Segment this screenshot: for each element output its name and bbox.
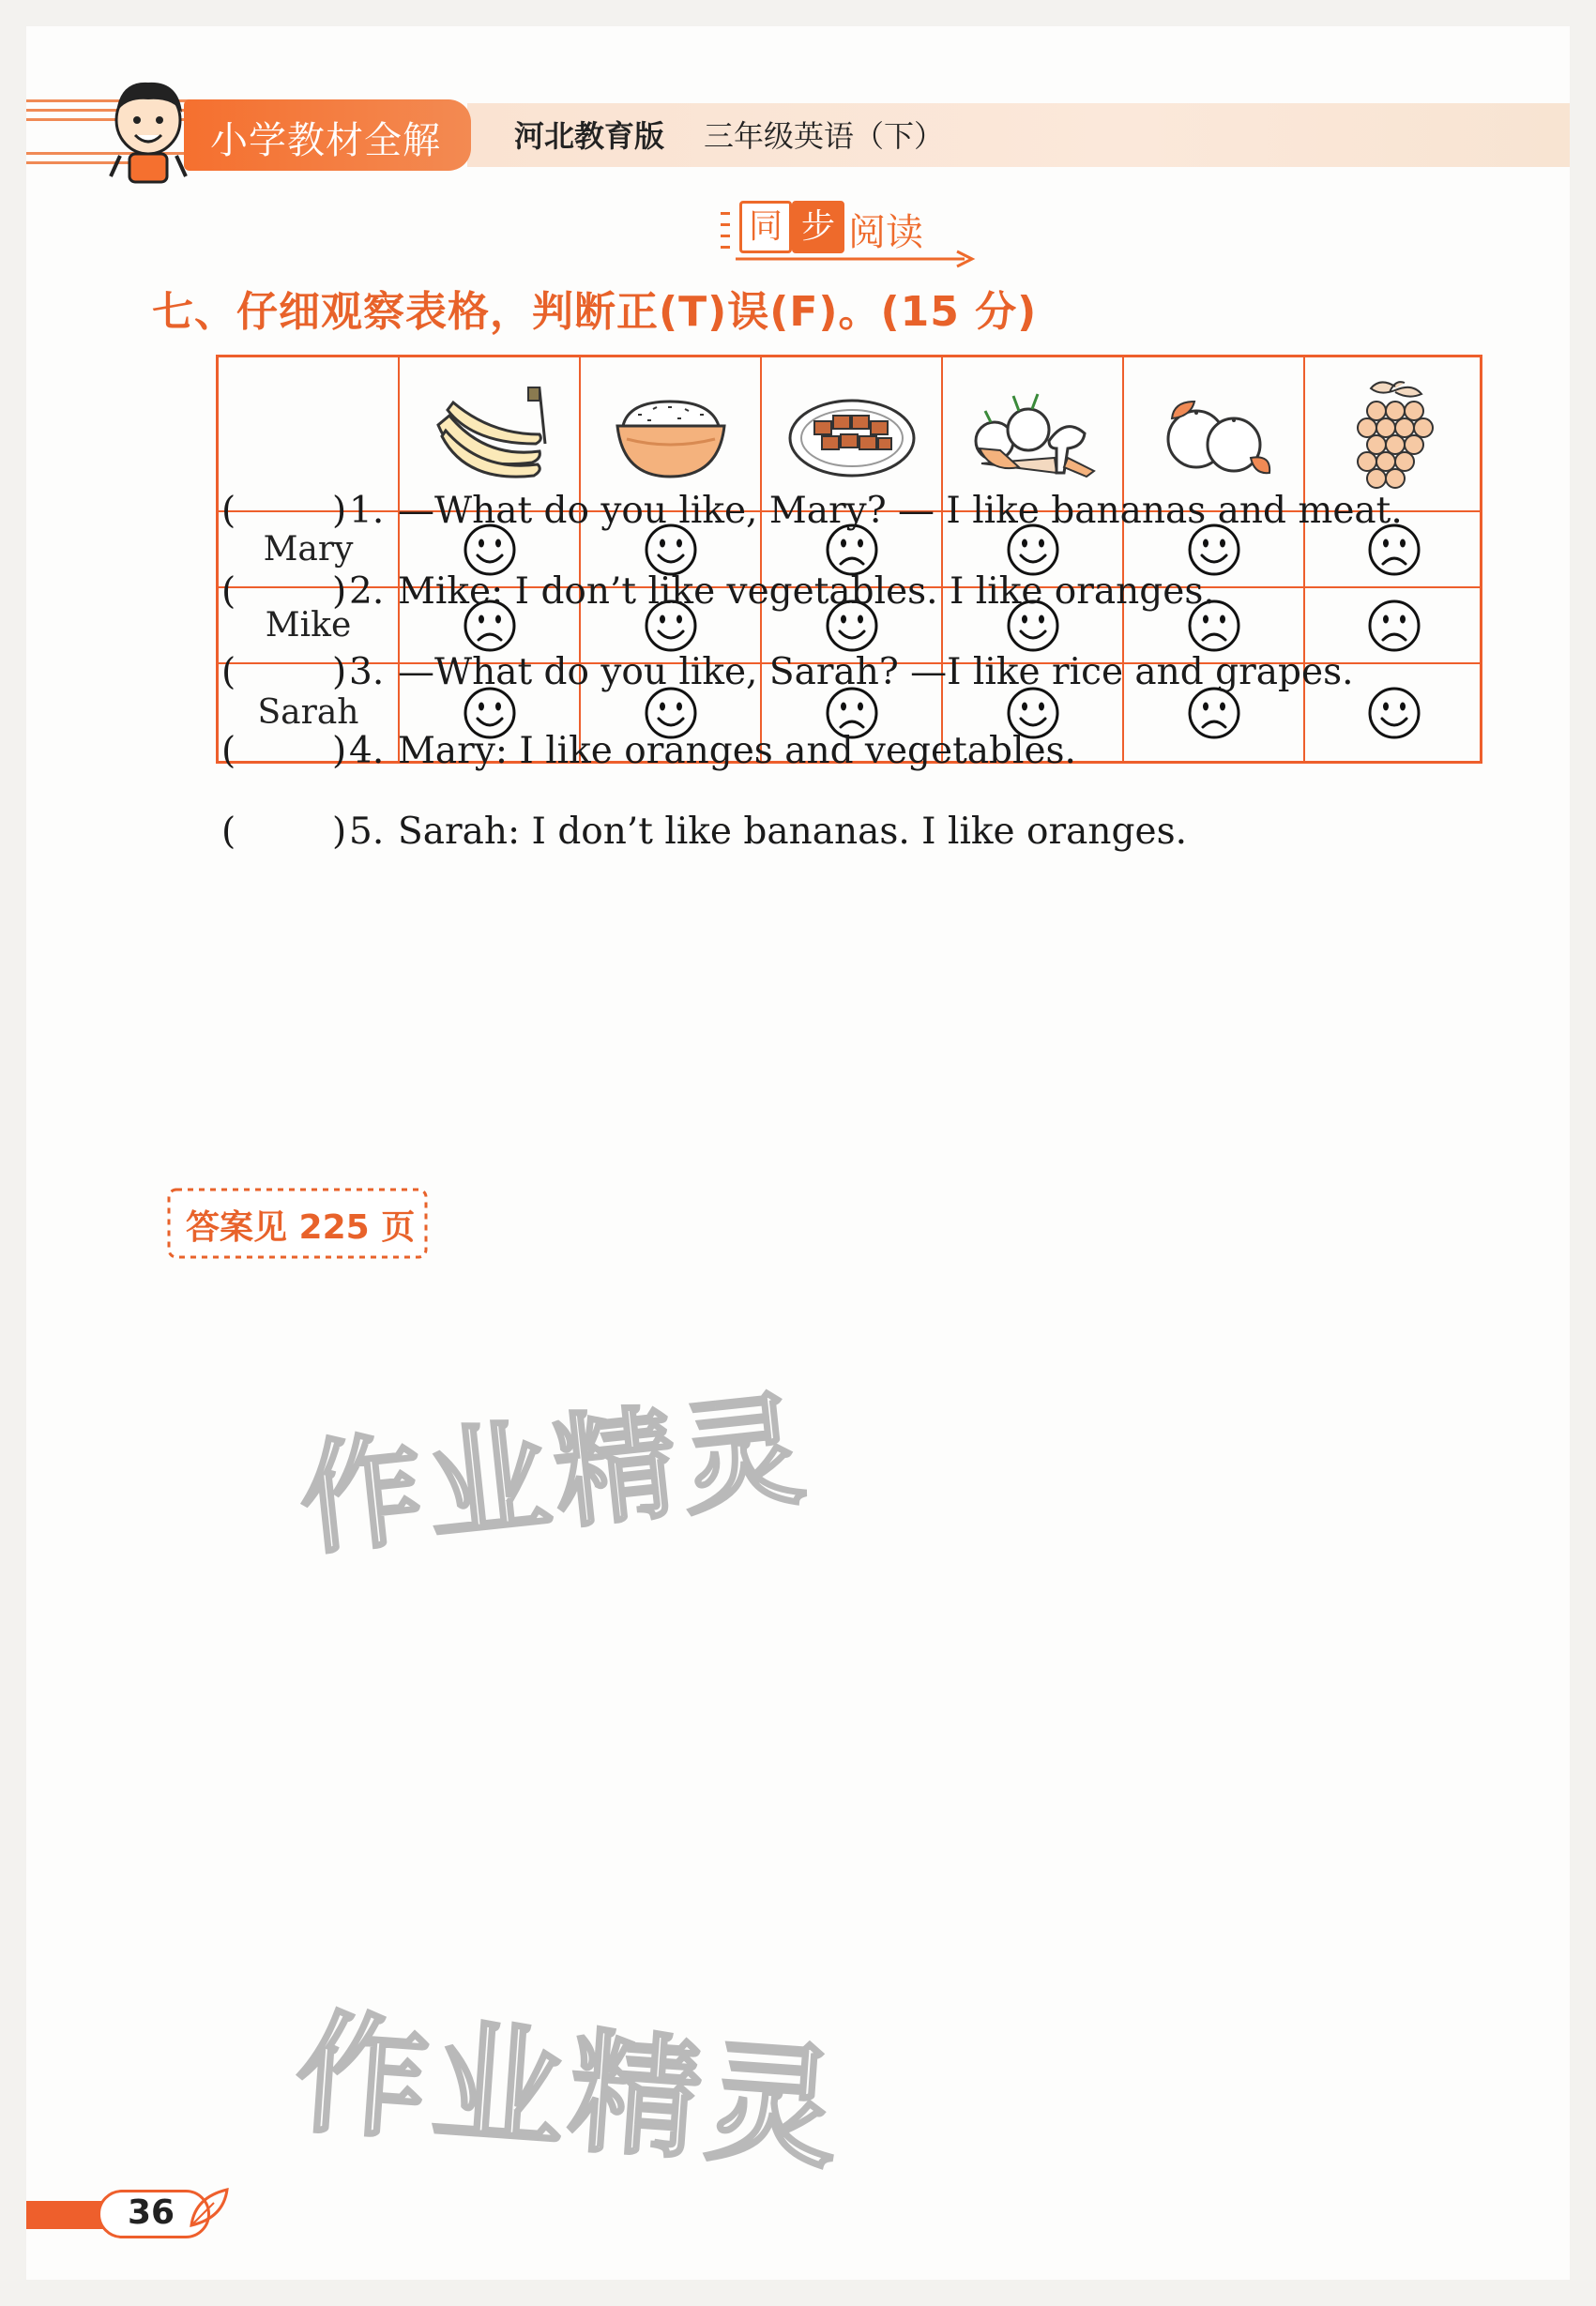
answer-blank-close: ): [332, 651, 347, 693]
answer-blank-open[interactable]: (: [221, 730, 236, 772]
watermark: 作业精灵: [291, 1996, 849, 2189]
answer-blank-open[interactable]: (: [221, 651, 236, 693]
mascot-boy-icon: [83, 64, 214, 186]
student-name: Sarah: [257, 693, 359, 732]
student-name: Mary: [263, 530, 354, 569]
leaf-icon: [186, 2184, 233, 2231]
grade-subject: 三年级英语（下）: [704, 118, 945, 154]
task-title: 七、仔细观察表格，判断正(T)误(F)。(15 分): [152, 288, 1038, 336]
meat-plate-icon: [762, 357, 941, 510]
table-header-row: [219, 357, 1480, 510]
question-text: —What do you like, Mary? — I like bananas and meat.: [398, 490, 1403, 532]
answer-blank-close: ): [332, 811, 347, 853]
answer-blank-close: ): [332, 730, 347, 772]
oranges-icon: [1124, 357, 1303, 510]
series-title: 小学教材全解: [210, 119, 441, 162]
grapes-icon: [1305, 357, 1482, 510]
answer-blank-open[interactable]: (: [221, 570, 236, 613]
watermark: 作业精灵: [293, 1376, 816, 1572]
section-char-2: 步: [792, 201, 844, 253]
vegetables-icon: [943, 357, 1122, 510]
rice-bowl-icon: [581, 357, 760, 510]
section-arrow-icon: [736, 250, 980, 268]
publisher: 河北教育版: [514, 118, 665, 154]
question-text: Mike: I don’t like vegetables. I like oranges.: [398, 570, 1215, 613]
question-text: —What do you like, Sarah? —I like rice and grapes.: [398, 651, 1354, 693]
question-number: 3.: [349, 651, 385, 693]
question-text: Sarah: I don’t like bananas. I like oranges.: [398, 811, 1187, 853]
question-number: 1.: [349, 490, 385, 532]
answer-blank-close: ): [332, 490, 347, 532]
question-text: Mary: I like oranges and vegetables.: [398, 730, 1076, 772]
section-title-rest: 阅读: [848, 211, 923, 254]
answer-reference-text: 答案见 225 页: [186, 1208, 416, 1247]
question-number: 2.: [349, 570, 385, 613]
answer-blank-open[interactable]: (: [221, 490, 236, 532]
section-char-1: 同: [739, 201, 792, 253]
preference-table: [216, 355, 1482, 764]
section-label: [698, 191, 980, 266]
section-ticks: [721, 208, 734, 250]
answer-blank-close: ): [332, 570, 347, 613]
answer-blank-open[interactable]: (: [221, 811, 236, 853]
question-number: 5.: [349, 811, 385, 853]
answer-reference: [165, 1186, 430, 1261]
question-number: 4.: [349, 730, 385, 772]
student-name: Mike: [265, 606, 352, 645]
bananas-icon: [400, 357, 579, 510]
page: [26, 26, 1570, 2280]
page-number: 36: [128, 2193, 175, 2232]
